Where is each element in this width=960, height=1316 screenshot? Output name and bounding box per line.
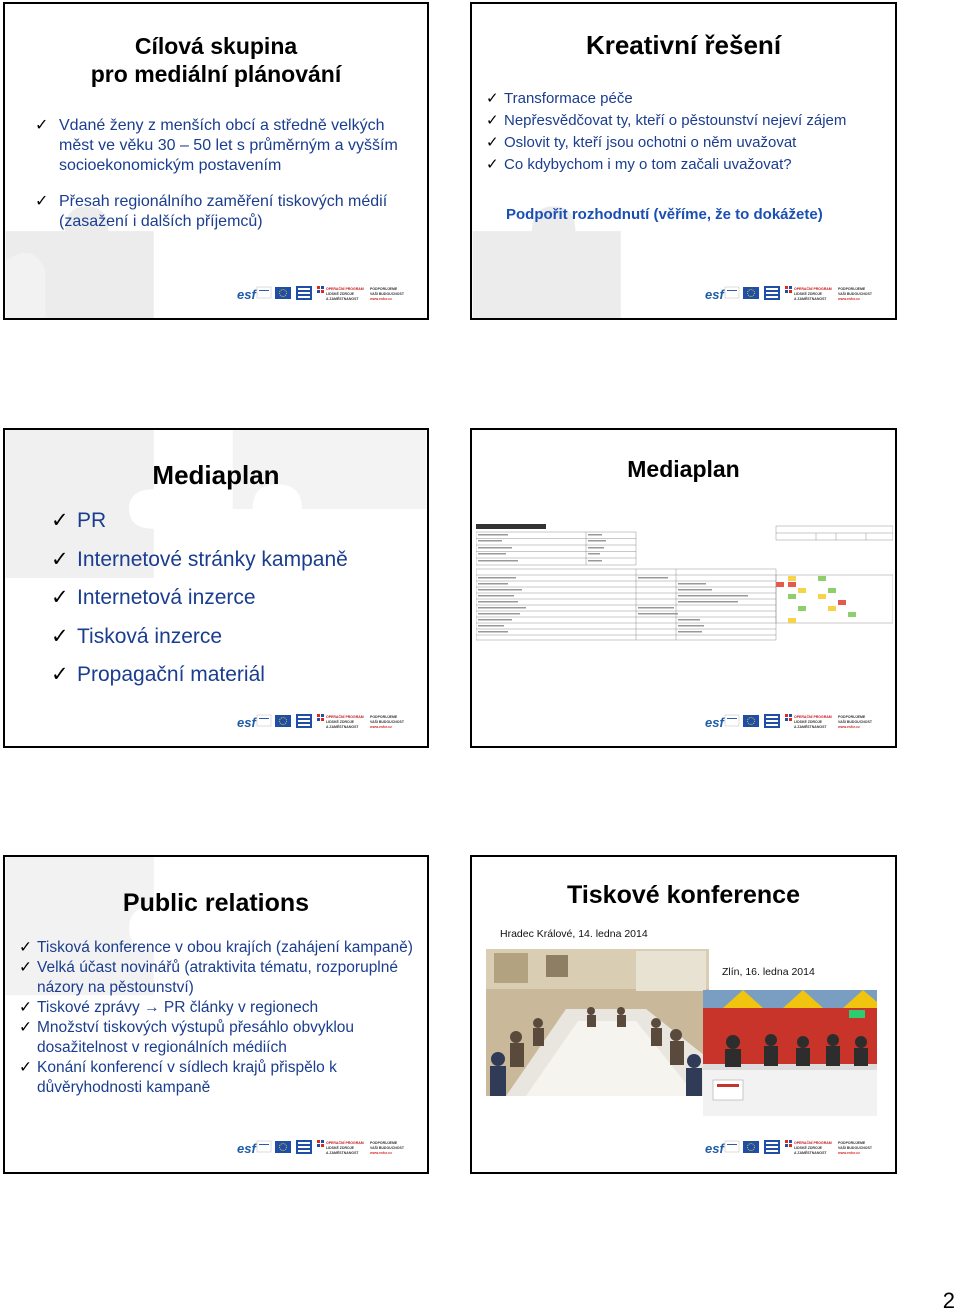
checkmark-icon: ✓ [486,112,499,129]
esf-footer-logos [237,284,407,304]
svg-text:A ZAMĚSTNANOST: A ZAMĚSTNANOST [794,297,827,301]
footer-logos [237,712,407,732]
list-item: ✓ Přesah regionálního zaměření tiskových médií (zasažení i dalších příjemců) [35,193,388,230]
esf-footer-logos [237,712,407,732]
support-text [837,715,873,729]
checkmark-icon: ✓ [19,999,32,1016]
esf-footer-logos [705,1138,875,1158]
support-text [369,715,405,729]
svg-text:PODPORUJEME: PODPORUJEME [838,1141,866,1145]
esf-logo [705,1141,739,1156]
checkmark-icon: ✓ [35,193,49,210]
svg-text:www.esfcr.cz: www.esfcr.cz [370,725,392,729]
svg-text:A ZAMĚSTNANOST: A ZAMĚSTNANOST [326,725,359,729]
svg-text:A ZAMĚSTNANOST: A ZAMĚSTNANOST [326,297,359,301]
press-conference-photo-zlin [703,990,877,1116]
list-item: ✓ Vdané ženy z menších obcí a středně velkých měst ve věku 30 – 50 let s průměrným a vyšším socioekonomickým postavením [35,117,398,174]
svg-text:LIDSKÉ ZDROJE: LIDSKÉ ZDROJE [326,720,355,724]
slide-title: Public relations [122,889,310,917]
svg-text:OPERAČNÍ PROGRAM: OPERAČNÍ PROGRAM [794,1141,832,1145]
op-lzz-logo [785,286,832,301]
op-lzz-logo [317,714,364,729]
esf-logo [237,1141,271,1156]
footer-logos [705,284,875,304]
footer-logos [705,712,875,732]
slide-title: Mediaplan [627,456,740,482]
ministry-logo [764,286,780,300]
bullet-list [51,508,411,701]
slide-title: Mediaplan [152,460,280,490]
svg-text:VAŠI BUDOUCNOST: VAŠI BUDOUCNOST [838,720,872,724]
checkmark-icon: ✓ [19,959,32,976]
photo-caption-hradec: Hradec Králové, 14. ledna 2014 [500,928,648,940]
svg-text:esf: esf [705,715,724,730]
support-text [837,287,873,301]
svg-text:PODPORUJEME: PODPORUJEME [370,715,398,719]
op-lzz-logo [317,1140,364,1155]
svg-text:www.esfcr.cz: www.esfcr.cz [838,725,860,729]
list-item: ✓ Transformace péče [486,88,886,110]
svg-text:VAŠI BUDOUCNOST: VAŠI BUDOUCNOST [370,1146,404,1150]
bullet-list [486,88,886,176]
support-text [837,1141,873,1155]
list-item: ✓ Tisková inzerce [51,624,223,648]
list-item: ✓ Internetová inzerce [51,586,256,609]
svg-text:LIDSKÉ ZDROJE: LIDSKÉ ZDROJE [794,720,823,724]
svg-text:www.esfcr.cz: www.esfcr.cz [370,1151,392,1155]
eu-flag-icon [275,1141,291,1153]
ministry-logo [296,286,312,300]
svg-text:OPERAČNÍ PROGRAM: OPERAČNÍ PROGRAM [326,715,364,719]
svg-text:PODPORUJEME: PODPORUJEME [838,715,866,719]
list-item: ✓ Velká účast novinářů (atraktivita tématu, rozporuplné názory na pěstounství) [19,959,398,996]
page-number: 2 [942,1288,955,1313]
slide-title: Cílová skupina pro mediální plánování [90,33,342,87]
esf-logo [237,287,271,302]
svg-text:A ZAMĚSTNANOST: A ZAMĚSTNANOST [326,1151,359,1155]
checkmark-icon: ✓ [486,134,499,151]
slide-creative-solution [470,2,897,320]
list-item: ✓ Oslovit ty, kteří jsou ochotni o něm uvažovat [486,132,886,154]
svg-text:OPERAČNÍ PROGRAM: OPERAČNÍ PROGRAM [326,1141,364,1145]
slide-public-relations [3,855,429,1174]
svg-text:www.esfcr.cz: www.esfcr.cz [838,297,860,301]
eu-flag-icon [743,1141,759,1153]
checkmark-icon: ✓ [51,509,69,532]
slide-title: Kreativní řešení [585,30,782,60]
svg-text:LIDSKÉ ZDROJE: LIDSKÉ ZDROJE [326,292,355,296]
list-item: ✓ Co kdybychom i my o tom začali uvažovat? [486,154,886,176]
photo-caption-zlin: Zlín, 16. ledna 2014 [722,966,815,978]
svg-text:www.esfcr.cz: www.esfcr.cz [838,1151,860,1155]
footer-logos [237,1138,407,1158]
esf-footer-logos [237,1138,407,1158]
slide-mediaplan-table [470,428,897,748]
svg-text:OPERAČNÍ PROGRAM: OPERAČNÍ PROGRAM [794,287,832,291]
checkmark-icon: ✓ [51,547,69,571]
svg-text:esf: esf [237,715,256,730]
svg-text:esf: esf [237,1141,256,1156]
svg-text:VAŠI BUDOUCNOST: VAŠI BUDOUCNOST [370,720,404,724]
slide-press-conferences [470,855,897,1174]
emphasis-text: Podpořit rozhodnutí (věříme, že to dokážete) [506,206,823,223]
list-item: ✓ Tiskové zprávy → PR články v regionech [19,999,319,1016]
checkmark-icon: ✓ [51,663,69,686]
checkmark-icon: ✓ [19,1059,32,1076]
svg-text:esf: esf [237,287,256,302]
ministry-logo [296,714,312,728]
svg-text:esf: esf [705,287,724,302]
checkmark-icon: ✓ [51,586,69,609]
eu-flag-icon [275,715,291,727]
esf-logo [705,715,739,730]
slide-mediaplan-list [3,428,429,748]
eu-flag-icon [743,715,759,727]
slide-title: Tiskové konference [567,881,800,909]
svg-text:VAŠI BUDOUCNOST: VAŠI BUDOUCNOST [370,292,404,296]
checkmark-icon: ✓ [19,1019,32,1036]
list-item: ✓ Propagační materiál [51,663,265,686]
svg-text:PODPORUJEME: PODPORUJEME [370,287,398,291]
checkmark-icon: ✓ [486,156,499,173]
svg-text:PODPORUJEME: PODPORUJEME [838,287,866,291]
eu-flag-icon [743,287,759,299]
bullet-list [19,938,419,1098]
svg-text:PODPORUJEME: PODPORUJEME [370,1141,398,1145]
svg-text:VAŠI BUDOUCNOST: VAŠI BUDOUCNOST [838,1146,872,1150]
op-lzz-logo [317,286,364,301]
checkmark-icon: ✓ [35,117,49,134]
svg-text:VAŠI BUDOUCNOST: VAŠI BUDOUCNOST [838,292,872,296]
ministry-logo [764,1140,780,1154]
svg-text:LIDSKÉ ZDROJE: LIDSKÉ ZDROJE [794,1146,823,1150]
svg-text:A ZAMĚSTNANOST: A ZAMĚSTNANOST [794,725,827,729]
ministry-logo [296,1140,312,1154]
support-text [369,1141,405,1155]
support-text [369,287,405,301]
checkmark-icon: ✓ [51,624,69,648]
checkmark-icon: ✓ [486,90,499,107]
esf-logo [237,715,271,730]
svg-text:LIDSKÉ ZDROJE: LIDSKÉ ZDROJE [326,1146,355,1150]
esf-footer-logos [705,284,875,304]
svg-text:www.esfcr.cz: www.esfcr.cz [370,297,392,301]
list-item: ✓ Konání konferencí v sídlech krajů přispělo k důvěryhodnosti kampaně [19,1059,337,1096]
svg-text:LIDSKÉ ZDROJE: LIDSKÉ ZDROJE [794,292,823,296]
footer-logos [705,1138,875,1158]
op-lzz-logo [785,1140,832,1155]
svg-text:esf: esf [705,1141,724,1156]
footer-logos [237,284,407,304]
esf-footer-logos [705,712,875,732]
op-lzz-logo [785,714,832,729]
ministry-logo [764,714,780,728]
list-item: ✓ Tisková konference v obou krajích (zahájení kampaně) [19,939,413,956]
slide-target-group [3,2,429,320]
svg-text:OPERAČNÍ PROGRAM: OPERAČNÍ PROGRAM [326,287,364,291]
list-item: ✓ Množství tiskových výstupů přesáhlo obvyklou dosažitelnost v regionálních médiích [19,1019,355,1056]
list-item: ✓ PR [51,509,107,532]
press-conference-photo-hradec [486,949,709,1096]
bullet-list [35,116,415,248]
svg-text:OPERAČNÍ PROGRAM: OPERAČNÍ PROGRAM [794,715,832,719]
mediaplan-table-image [476,524,893,644]
eu-flag-icon [275,287,291,299]
svg-text:A ZAMĚSTNANOST: A ZAMĚSTNANOST [794,1151,827,1155]
esf-logo [705,287,739,302]
list-item: ✓ Nepřesvědčovat ty, kteří o pěstounství nejeví zájem [486,110,886,132]
list-item: ✓ Internetové stránky kampaně [51,547,348,571]
checkmark-icon: ✓ [19,939,32,956]
